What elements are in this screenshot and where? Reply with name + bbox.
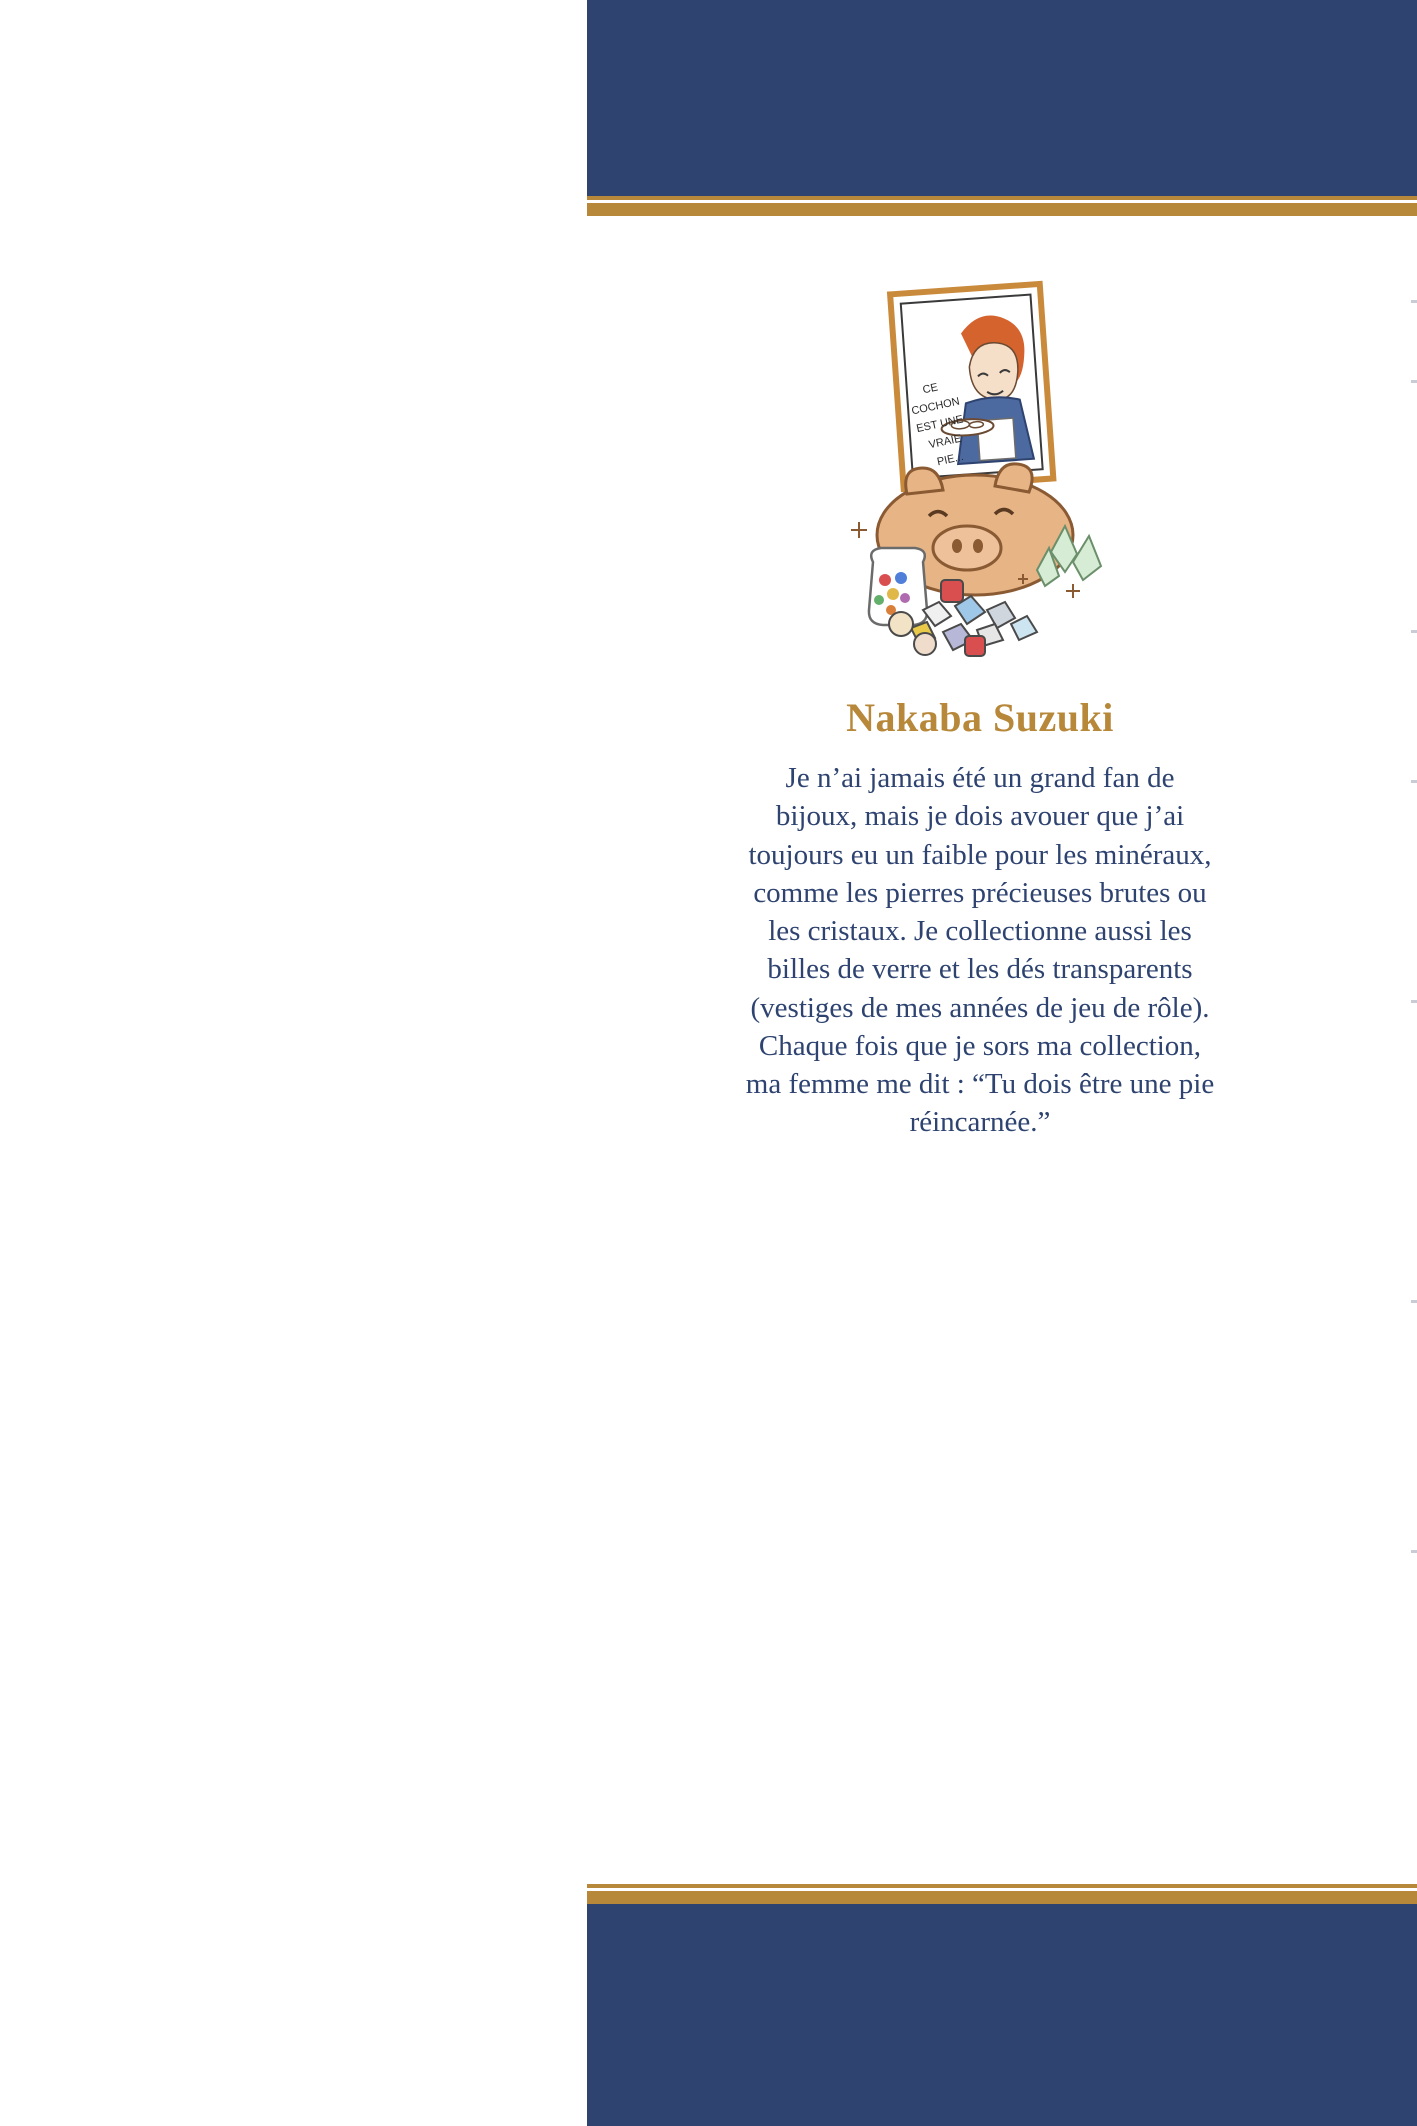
svg-text:CE: CE bbox=[921, 381, 940, 397]
author-note-text bbox=[745, 759, 1215, 1142]
svg-text:EST UNE: EST UNE bbox=[915, 413, 965, 436]
author-note-paragraph: Je n’ai jamais été un grand fan de bijoux, mais je dois avouer que j’ai toujours eu un faible pour les minéraux, comme les pierres précieuses brutes ou les cristaux. Je collectionne aussi les billes de verre et les dés transparents (vestiges de mes années de jeu de rôle). Chaque fois que je sors ma collection, ma femme me dit : “Tu dois être une pie réincarnée.” bbox=[745, 762, 1215, 1139]
edge-mark bbox=[1411, 300, 1417, 303]
pig-with-gems-illustration bbox=[815, 280, 1145, 680]
top-navy-band bbox=[587, 0, 1417, 212]
edge-mark bbox=[1411, 1000, 1417, 1003]
rule-gold-thick bbox=[587, 1891, 1417, 1904]
rule-gold-thick bbox=[587, 203, 1417, 216]
edge-mark bbox=[1411, 780, 1417, 783]
author-note-block bbox=[720, 280, 1240, 1142]
edge-mark bbox=[1411, 630, 1417, 633]
top-rule-group bbox=[587, 196, 1417, 216]
bottom-rule-group bbox=[587, 1884, 1417, 1904]
svg-text:COCHON: COCHON bbox=[910, 395, 961, 418]
edge-mark bbox=[1411, 380, 1417, 383]
author-name: Nakaba Suzuki bbox=[846, 695, 1114, 740]
edge-mark bbox=[1411, 1550, 1417, 1553]
page-edge-marks bbox=[1409, 300, 1417, 1900]
edge-mark bbox=[1411, 1300, 1417, 1303]
svg-text:PIE...: PIE... bbox=[935, 450, 965, 469]
bottom-navy-band bbox=[587, 1888, 1417, 2126]
page-left-margin bbox=[0, 0, 587, 2126]
svg-text:VRAIE: VRAIE bbox=[927, 432, 963, 452]
